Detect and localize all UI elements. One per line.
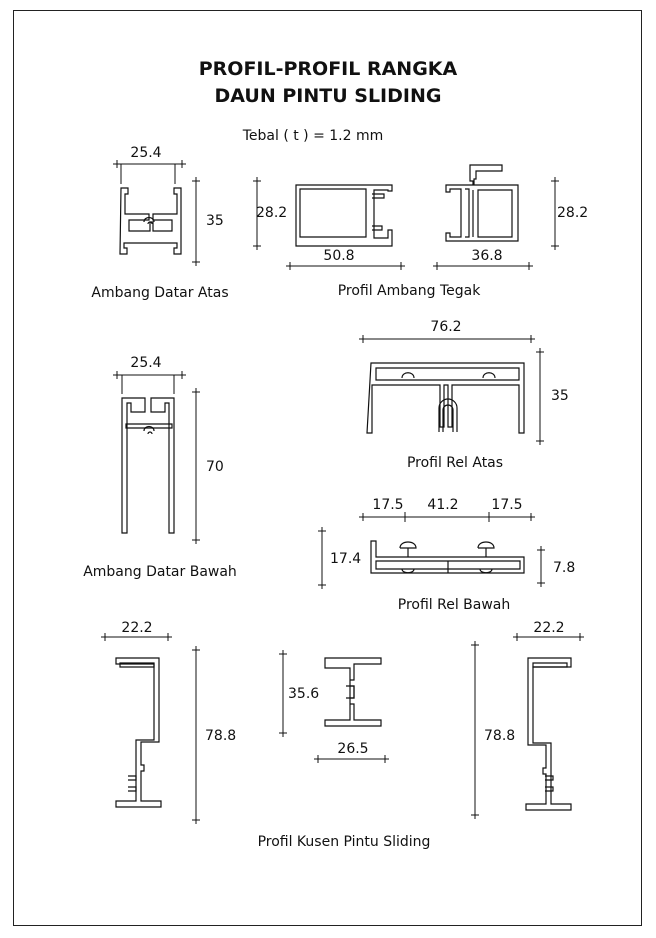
rb-seg-mid-dim: 41.2 — [427, 497, 459, 513]
at-left-height-dim: 28.2 — [256, 205, 288, 221]
kusen-right-width-dim: 22.2 — [533, 620, 565, 636]
rel-bawah-caption: Profil Rel Bawah — [397, 597, 511, 613]
kusen-mid-height-dim: 35.6 — [288, 686, 320, 702]
ra-height-dim: 35 — [551, 388, 569, 404]
ambang-tegak-caption: Profil Ambang Tegak — [337, 283, 481, 299]
at-left-width-dim: 50.8 — [323, 248, 355, 264]
rel-atas-caption: Profil Rel Atas — [406, 455, 504, 471]
ambang-datar-atas-caption: Ambang Datar Atas — [91, 285, 229, 301]
kusen-middle-profile — [283, 654, 385, 759]
ada-height-dim: 35 — [206, 213, 224, 229]
ada-width-dim: 25.4 — [130, 145, 162, 161]
ambang-datar-bawah-caption: Ambang Datar Bawah — [83, 564, 237, 580]
adb-height-dim: 70 — [206, 459, 224, 475]
rb-seg-left-dim: 17.5 — [372, 497, 404, 513]
title-line-1: PROFIL-PROFIL RANGKA — [198, 58, 458, 80]
rb-seg-right-dim: 17.5 — [491, 497, 523, 513]
rb-right-height-dim: 7.8 — [553, 560, 576, 576]
kusen-pintu-sliding-caption: Profil Kusen Pintu Sliding — [257, 834, 431, 850]
kusen-left-width-dim: 22.2 — [121, 620, 153, 636]
ambang-datar-bawah-profile — [117, 375, 196, 540]
kusen-mid-width-dim: 26.5 — [337, 741, 369, 757]
at-right-height-dim: 28.2 — [557, 205, 589, 221]
at-right-width-dim: 36.8 — [471, 248, 503, 264]
kusen-left-height-dim: 78.8 — [205, 728, 237, 744]
rel-bawah-profile — [322, 512, 541, 585]
thickness-note: Tebal ( t ) = 1.2 mm — [242, 128, 384, 144]
ambang-datar-atas-profile — [117, 164, 196, 262]
rel-atas-profile — [363, 339, 540, 441]
kusen-right-height-dim: 78.8 — [484, 728, 516, 744]
kusen-right-profile — [475, 637, 580, 815]
rb-left-height-dim: 17.4 — [330, 551, 362, 567]
ra-width-dim: 76.2 — [430, 319, 462, 335]
adb-width-dim: 25.4 — [130, 355, 162, 371]
title-line-2: DAUN PINTU SLIDING — [214, 85, 442, 107]
kusen-left-profile — [105, 637, 196, 820]
